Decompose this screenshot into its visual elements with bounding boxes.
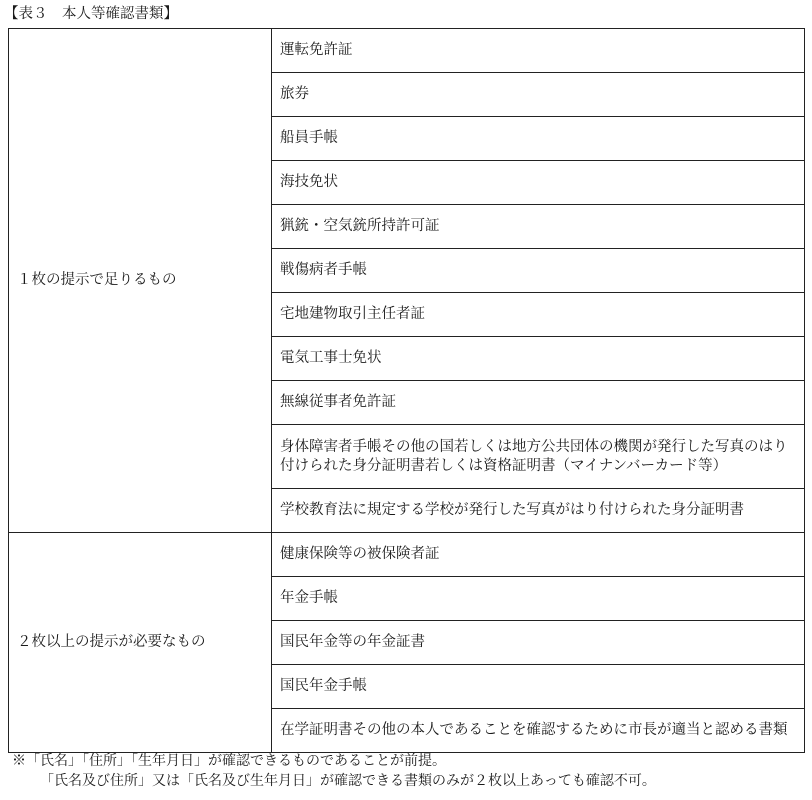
document-item: 国民年金手帳 bbox=[272, 665, 805, 709]
document-item: 在学証明書その他の本人であることを確認するために市長が適当と認める書類 bbox=[272, 709, 805, 753]
document-item: 旅券 bbox=[272, 73, 805, 117]
category-single: １枚の提示で足りるもの bbox=[9, 29, 272, 533]
document-item: 無線従事者免許証 bbox=[272, 381, 805, 425]
footnote-line: 「氏名及び住所」又は「氏名及び生年月日」が確認できる書類のみが２枚以上あっても確認不可。 bbox=[40, 773, 656, 789]
table-row bbox=[9, 533, 805, 577]
document-item: 電気工事士免状 bbox=[272, 337, 805, 381]
id-documents-table bbox=[8, 28, 805, 753]
document-item: 国民年金等の年金証書 bbox=[272, 621, 805, 665]
document-item: 運転免許証 bbox=[272, 29, 805, 73]
document-item: 学校教育法に規定する学校が発行した写真がはり付けられた身分証明書 bbox=[272, 489, 805, 533]
document-item: 海技免状 bbox=[272, 161, 805, 205]
document-item: 船員手帳 bbox=[272, 117, 805, 161]
document-item: 健康保険等の被保険者証 bbox=[272, 533, 805, 577]
category-multiple: ２枚以上の提示が必要なもの bbox=[9, 533, 272, 753]
footnote-line: ※「氏名」「住所」「生年月日」が確認できるものであることが前提。 bbox=[12, 753, 446, 769]
table-row bbox=[9, 29, 805, 73]
document-item: 身体障害者手帳その他の国若しくは地方公共団体の機関が発行した写真のはり付けられた身分証明書若しくは資格証明書（マイナンバーカード等） bbox=[272, 425, 805, 489]
document-item: 宅地建物取引主任者証 bbox=[272, 293, 805, 337]
document-item: 戦傷病者手帳 bbox=[272, 249, 805, 293]
table-caption: 【表３ 本人等確認書類】 bbox=[4, 6, 178, 22]
footnotes bbox=[12, 751, 656, 791]
document-item: 年金手帳 bbox=[272, 577, 805, 621]
document-item: 猟銃・空気銃所持許可証 bbox=[272, 205, 805, 249]
